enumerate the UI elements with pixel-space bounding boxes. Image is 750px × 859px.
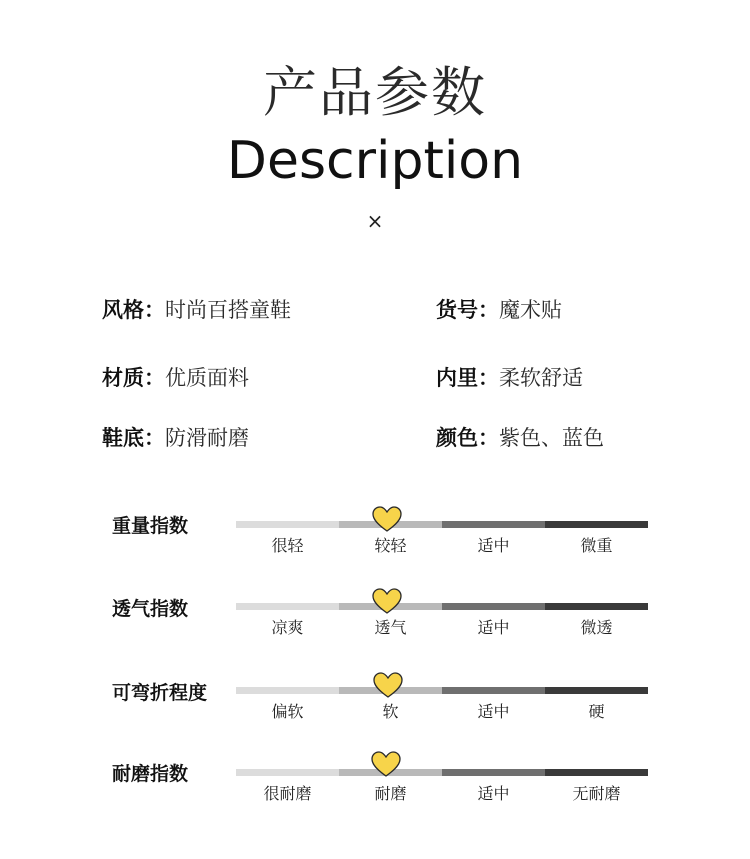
track-segment-4: [545, 769, 648, 776]
param-item-number: [436, 295, 562, 325]
tick-label: 很轻: [271, 536, 304, 555]
param-sole: [102, 423, 249, 453]
heart-icon: [371, 505, 403, 533]
tick-label: 耐磨: [374, 784, 407, 803]
indicator-label: 重量指数: [112, 515, 189, 537]
title-english: Description: [226, 131, 524, 191]
param-key: 内里：: [436, 366, 499, 390]
tick-label: 无耐磨: [572, 784, 621, 803]
param-value: 柔软舒适: [499, 366, 583, 390]
tick-label: 适中: [477, 536, 510, 555]
param-key: 材质：: [102, 366, 165, 390]
tick-label: 较轻: [374, 536, 407, 555]
param-key: 颜色：: [436, 426, 499, 450]
param-key: 风格：: [102, 298, 165, 322]
track-segment-4: [545, 521, 648, 528]
tick-label: 透气: [374, 618, 407, 637]
tick-label: 微重: [580, 536, 613, 555]
tick-label: 软: [382, 702, 399, 721]
param-lining: [436, 363, 583, 393]
param-value: 时尚百搭童鞋: [165, 298, 291, 322]
title-chinese: 产品参数: [263, 61, 487, 124]
track-segment-1: [236, 687, 339, 694]
track-segment-3: [442, 603, 545, 610]
indicator-label: 透气指数: [112, 598, 189, 620]
indicator-track: [236, 769, 648, 776]
track-segment-1: [236, 521, 339, 528]
tick-label: 偏软: [271, 702, 304, 721]
tick-label: 适中: [477, 784, 510, 803]
param-value: 魔术贴: [499, 298, 562, 322]
track-segment-4: [545, 603, 648, 610]
track-segment-3: [442, 769, 545, 776]
indicator-label: 耐磨指数: [112, 763, 189, 785]
heart-icon: [370, 750, 402, 778]
indicator-track: [236, 603, 648, 610]
track-segment-1: [236, 603, 339, 610]
heart-icon: [371, 587, 403, 615]
track-segment-3: [442, 687, 545, 694]
indicator-track: [236, 521, 648, 528]
heart-icon: [372, 671, 404, 699]
track-segment-4: [545, 687, 648, 694]
param-material: [102, 363, 249, 393]
tick-label: 很耐磨: [263, 784, 312, 803]
param-value: 防滑耐磨: [165, 426, 249, 450]
tick-label: 适中: [477, 702, 510, 721]
param-color: [436, 423, 604, 453]
param-key: 货号：: [436, 298, 499, 322]
track-segment-3: [442, 521, 545, 528]
tick-label: 微透: [580, 618, 613, 637]
track-segment-1: [236, 769, 339, 776]
indicator-track: [236, 687, 648, 694]
param-key: 鞋底：: [102, 426, 165, 450]
param-style: [102, 295, 291, 325]
separator-cross: ×: [366, 209, 384, 233]
param-value: 紫色、蓝色: [499, 426, 604, 450]
tick-label: 硬: [588, 702, 605, 721]
tick-label: 凉爽: [271, 618, 304, 637]
indicator-label: 可弯折程度: [112, 682, 208, 704]
tick-label: 适中: [477, 618, 510, 637]
param-value: 优质面料: [165, 366, 249, 390]
